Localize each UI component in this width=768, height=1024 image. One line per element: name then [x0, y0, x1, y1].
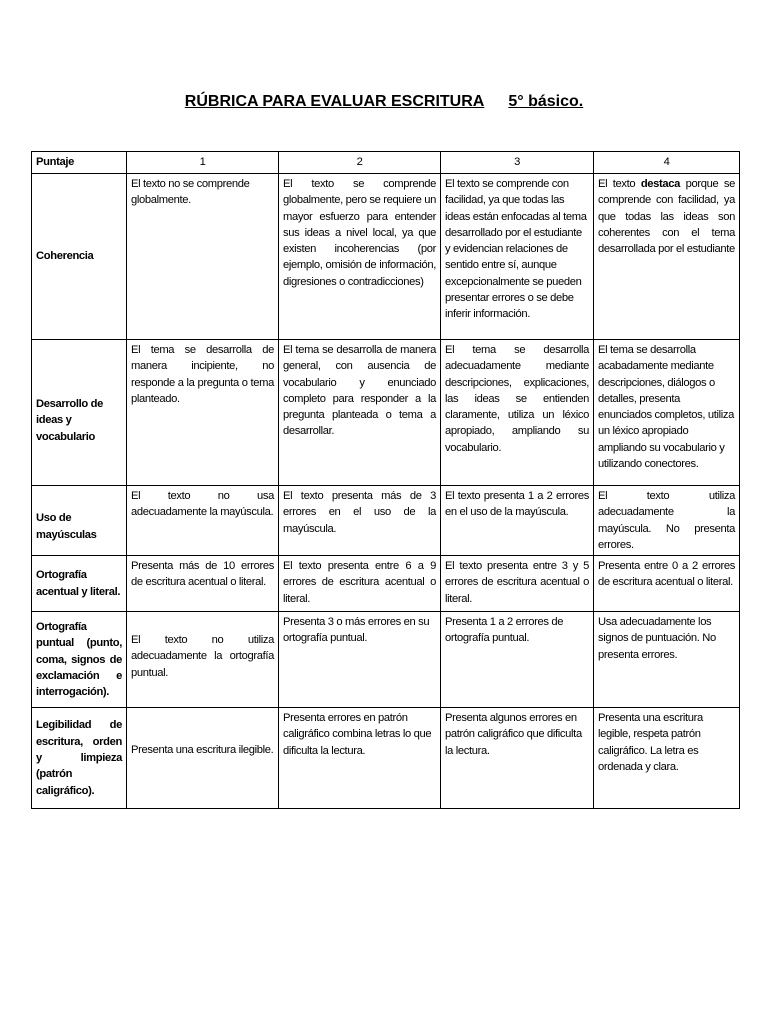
criterion-label: Coherencia: [32, 174, 127, 340]
row-desarrollo: [32, 340, 740, 486]
row-legibilidad: [32, 708, 740, 809]
cell-score-3: El texto presenta entre 3 y 5 errores de escritura acentual o literal.: [441, 556, 594, 612]
cell-score-2: Presenta errores en patrón caligráfico combina letras lo que dificulta la lectura.: [279, 708, 441, 809]
cell-score-2: El texto se comprende globalmente, pero se requiere un mayor esfuerzo para entender sus ideas a nivel local, ya que existen incoherencias (por ejemplo, omisión de información, digresiones o contradicciones): [279, 174, 441, 340]
cell-score-1: El texto no se comprende globalmente.: [127, 174, 279, 340]
cell-score-1: El texto no usa adecuadamente la mayúscula.: [127, 486, 279, 556]
cell-score-2: El texto presenta más de 3 errores en el uso de la mayúscula.: [279, 486, 441, 556]
cell-score-1: Presenta una escritura ilegible.: [127, 708, 279, 809]
header-row: [32, 152, 740, 174]
cell-score-4: El texto utiliza adecuadamente la mayúscula. No presenta errores.: [594, 486, 740, 556]
cell-score-2: El texto presenta entre 6 a 9 errores de escritura acentual o literal.: [279, 556, 441, 612]
cell-score-3: El tema se desarrolla adecuadamente mediante descripciones, explicaciones, las ideas se entienden claramente, utiliza un léxico apropiado, ampliando su vocabulario.: [441, 340, 594, 486]
cell-score-4: El tema se desarrolla acabadamente mediante descripciones, diálogos o detalles, presenta enunciados completos, utiliza un léxico apropiado ampliando su vocabulario y utilizando conectores.: [594, 340, 740, 486]
header-score-2: 2: [279, 152, 441, 174]
criterion-label: Desarrollo de ideas y vocabulario: [32, 340, 127, 486]
cell-score-3: El texto presenta 1 a 2 errores en el uso de la mayúscula.: [441, 486, 594, 556]
cell-score-4: Usa adecuadamente los signos de puntuación. No presenta errores.: [594, 612, 740, 708]
cell-score-3: El texto se comprende con facilidad, ya que todas las ideas están enfocadas al tema desarrollado por el estudiante y evidencian relaciones de sentido entre sí, aunque excepcionalmente se pueden presentar errores o se debe inferir información.: [441, 174, 594, 340]
cell-score-3: Presenta 1 a 2 errores de ortografía puntual.: [441, 612, 594, 708]
cell-text-bold: destaca: [640, 178, 681, 190]
cell-score-1: El tema se desarrolla de manera incipiente, no responde a la pregunta o tema planteado.: [127, 340, 279, 486]
criterion-label: Ortografía acentual y literal.: [32, 556, 127, 612]
cell-score-1: El texto no utiliza adecuadamente la ortografía puntual.: [127, 612, 279, 708]
document-title: [0, 93, 768, 111]
row-ortografia-puntual: [32, 612, 740, 708]
cell-score-2: Presenta 3 o más errores en su ortografía puntual.: [279, 612, 441, 708]
cell-text-pre: El texto: [598, 178, 641, 190]
cell-score-4: Presenta entre 0 a 2 errores de escritura acentual o literal.: [594, 556, 740, 612]
criterion-label: Ortografía puntual (punto, coma, signos de exclamación e interrogación).: [32, 612, 127, 708]
criterion-label: Legibilidad de escritura, orden y limpieza (patrón caligráfico).: [32, 708, 127, 809]
header-score-3: 3: [441, 152, 594, 174]
cell-text-post: porque se comprende con facilidad, ya que todas las ideas son coherentes con el tema desarrollada por el estudiante: [598, 178, 735, 256]
header-score-4: 4: [594, 152, 740, 174]
title-text: RÚBRICA PARA EVALUAR ESCRITURA: [184, 93, 485, 110]
cell-score-1: Presenta más de 10 errores de escritura acentual o literal.: [127, 556, 279, 612]
rubric-table: [31, 151, 740, 809]
cell-score-4: [594, 174, 740, 340]
cell-score-2: El tema se desarrolla de manera general, con ausencia de vocabulario y enunciado completo para responder a la pregunta planteada o tema a desarrollar.: [279, 340, 441, 486]
row-ortografia-acentual: [32, 556, 740, 612]
header-score-1: 1: [127, 152, 279, 174]
row-mayusculas: [32, 486, 740, 556]
header-puntaje: Puntaje: [32, 152, 127, 174]
cell-score-3: Presenta algunos errores en patrón caligráfico que dificulta la lectura.: [441, 708, 594, 809]
row-coherencia: [32, 174, 740, 340]
criterion-label: Uso de mayúsculas: [32, 486, 127, 556]
cell-score-4: Presenta una escritura legible, respeta patrón caligráfico. La letra es ordenada y clara.: [594, 708, 740, 809]
grade-text: 5° básico.: [508, 93, 584, 110]
